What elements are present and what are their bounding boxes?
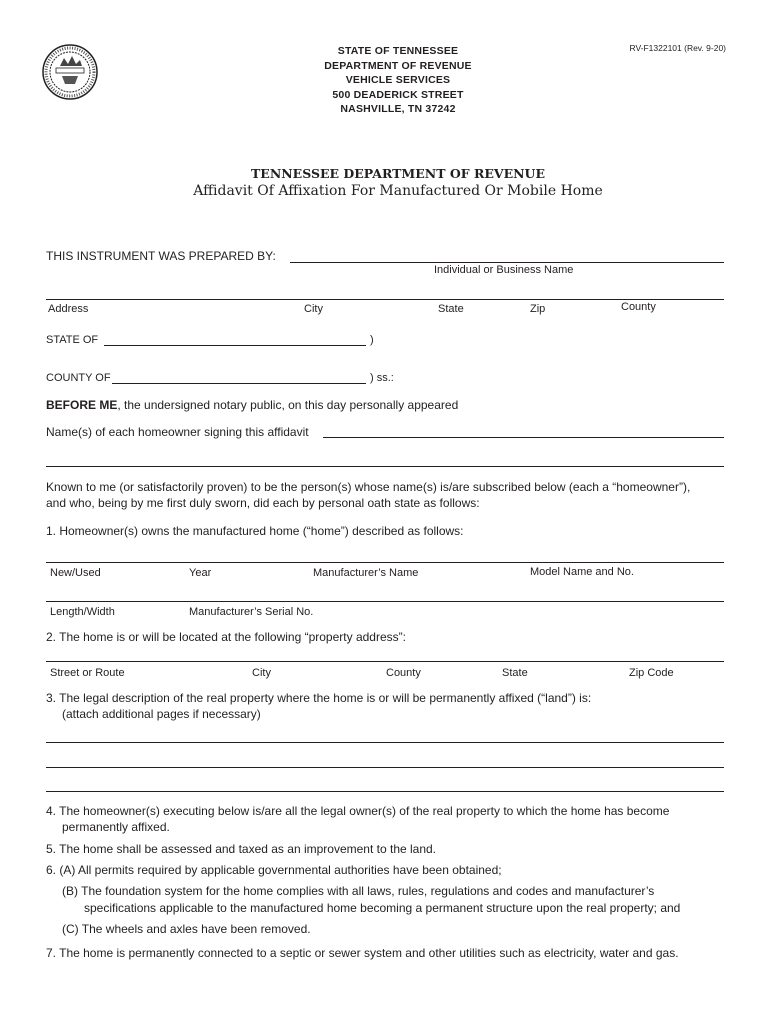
- statement-6b-cont: specifications applicable to the manufactured home becoming a permanent structure upon the real property; and: [84, 901, 681, 915]
- street-caption: Street or Route: [50, 667, 125, 679]
- length-width-caption: Length/Width: [50, 606, 115, 618]
- statement-7: 7. The home is permanently connected to a septic or sewer system and other utilities such as electricity, water and gas.: [46, 946, 679, 960]
- county-ss: ) ss.:: [370, 372, 394, 384]
- before-me-statement: [46, 398, 458, 412]
- known-text-line: Known to me (or satisfactorily proven) to be the person(s) whose name(s) is/are subscribed below (each a “homeowner”),: [46, 480, 691, 494]
- statement-6a: 6. (A) All permits required by applicable governmental authorities have been obtained;: [46, 863, 502, 877]
- statement-6b: (B) The foundation system for the home complies with all laws, rules, regulations and codes and manufacturer’s: [62, 884, 655, 898]
- home-description-field-row1[interactable]: [46, 562, 724, 563]
- item-1-text: 1. Homeowner(s) owns the manufactured home (“home”) described as follows:: [46, 524, 464, 538]
- homeowner-names-label: Name(s) of each homeowner signing this affidavit: [46, 425, 309, 439]
- city-caption: City: [252, 667, 271, 679]
- statement-6c: (C) The wheels and axles have been removed.: [62, 922, 311, 936]
- before-me-text: , the undersigned notary public, on this day personally appeared: [117, 398, 459, 412]
- statement-5: 5. The home shall be assessed and taxed as an improvement to the land.: [46, 842, 437, 856]
- item-2-text: 2. The home is or will be located at the following “property address”:: [46, 630, 406, 644]
- legal-description-field[interactable]: [46, 742, 724, 743]
- city-caption: City: [304, 303, 323, 315]
- zip-caption: Zip: [530, 303, 546, 315]
- legal-description-field[interactable]: [46, 767, 724, 768]
- homeowner-names-field-2[interactable]: [46, 466, 724, 467]
- agency-line: DEPARTMENT OF REVENUE: [324, 59, 472, 72]
- agency-line: VEHICLE SERVICES: [345, 74, 451, 86]
- zip-code-caption: Zip Code: [629, 667, 674, 679]
- state-caption: State: [438, 303, 464, 315]
- agency-address-block: [250, 44, 546, 117]
- state-caption: State: [502, 667, 528, 679]
- known-text-line: and who, being by me first duly sworn, did each by personal oath state as follows:: [46, 496, 480, 510]
- serial-caption: Manufacturer’s Serial No.: [189, 606, 314, 618]
- document-subtitle: Affidavit Of Affixation For Manufactured Or Mobile Home: [193, 183, 603, 199]
- property-address-field[interactable]: [46, 661, 724, 662]
- agency-line: 500 DEADERICK STREET: [332, 88, 464, 101]
- manufacturer-name-caption: Manufacturer’s Name: [313, 567, 419, 579]
- before-me-bold: BEFORE ME: [46, 398, 118, 412]
- new-used-caption: New/Used: [50, 567, 101, 579]
- county-caption: County: [386, 667, 421, 679]
- document-title: TENNESSEE DEPARTMENT OF REVENUE: [251, 166, 545, 181]
- item-3-note: (attach additional pages if necessary): [62, 707, 261, 721]
- homeowner-names-field[interactable]: [323, 437, 724, 438]
- form-number: RV-F1322101 (Rev. 9-20): [629, 43, 726, 53]
- county-caption: County: [621, 301, 656, 313]
- item-3-text: 3. The legal description of the real property where the home is or will be permanently affixed (“land”) is:: [46, 691, 592, 705]
- state-of-field[interactable]: [104, 345, 366, 346]
- address-caption: Address: [48, 303, 89, 315]
- state-paren: ): [370, 334, 374, 346]
- agency-line: NASHVILLE, TN 37242: [340, 103, 456, 115]
- county-of-label: COUNTY OF: [46, 372, 111, 384]
- name-caption: Individual or Business Name: [434, 264, 574, 276]
- prepared-by-label: THIS INSTRUMENT WAS PREPARED BY:: [46, 249, 276, 263]
- state-of-label: STATE OF: [46, 334, 99, 346]
- statement-4-cont: permanently affixed.: [62, 820, 170, 834]
- agency-line: STATE OF TENNESSEE: [337, 45, 459, 57]
- statement-4: 4. The homeowner(s) executing below is/are all the legal owner(s) of the real property to which the home has become: [46, 804, 670, 818]
- model-caption: Model Name and No.: [530, 566, 634, 578]
- home-description-field-row2[interactable]: [46, 601, 724, 602]
- legal-description-field[interactable]: [46, 791, 724, 792]
- year-caption: Year: [189, 567, 212, 579]
- tennessee-state-seal: [42, 44, 98, 100]
- county-of-field[interactable]: [112, 383, 366, 384]
